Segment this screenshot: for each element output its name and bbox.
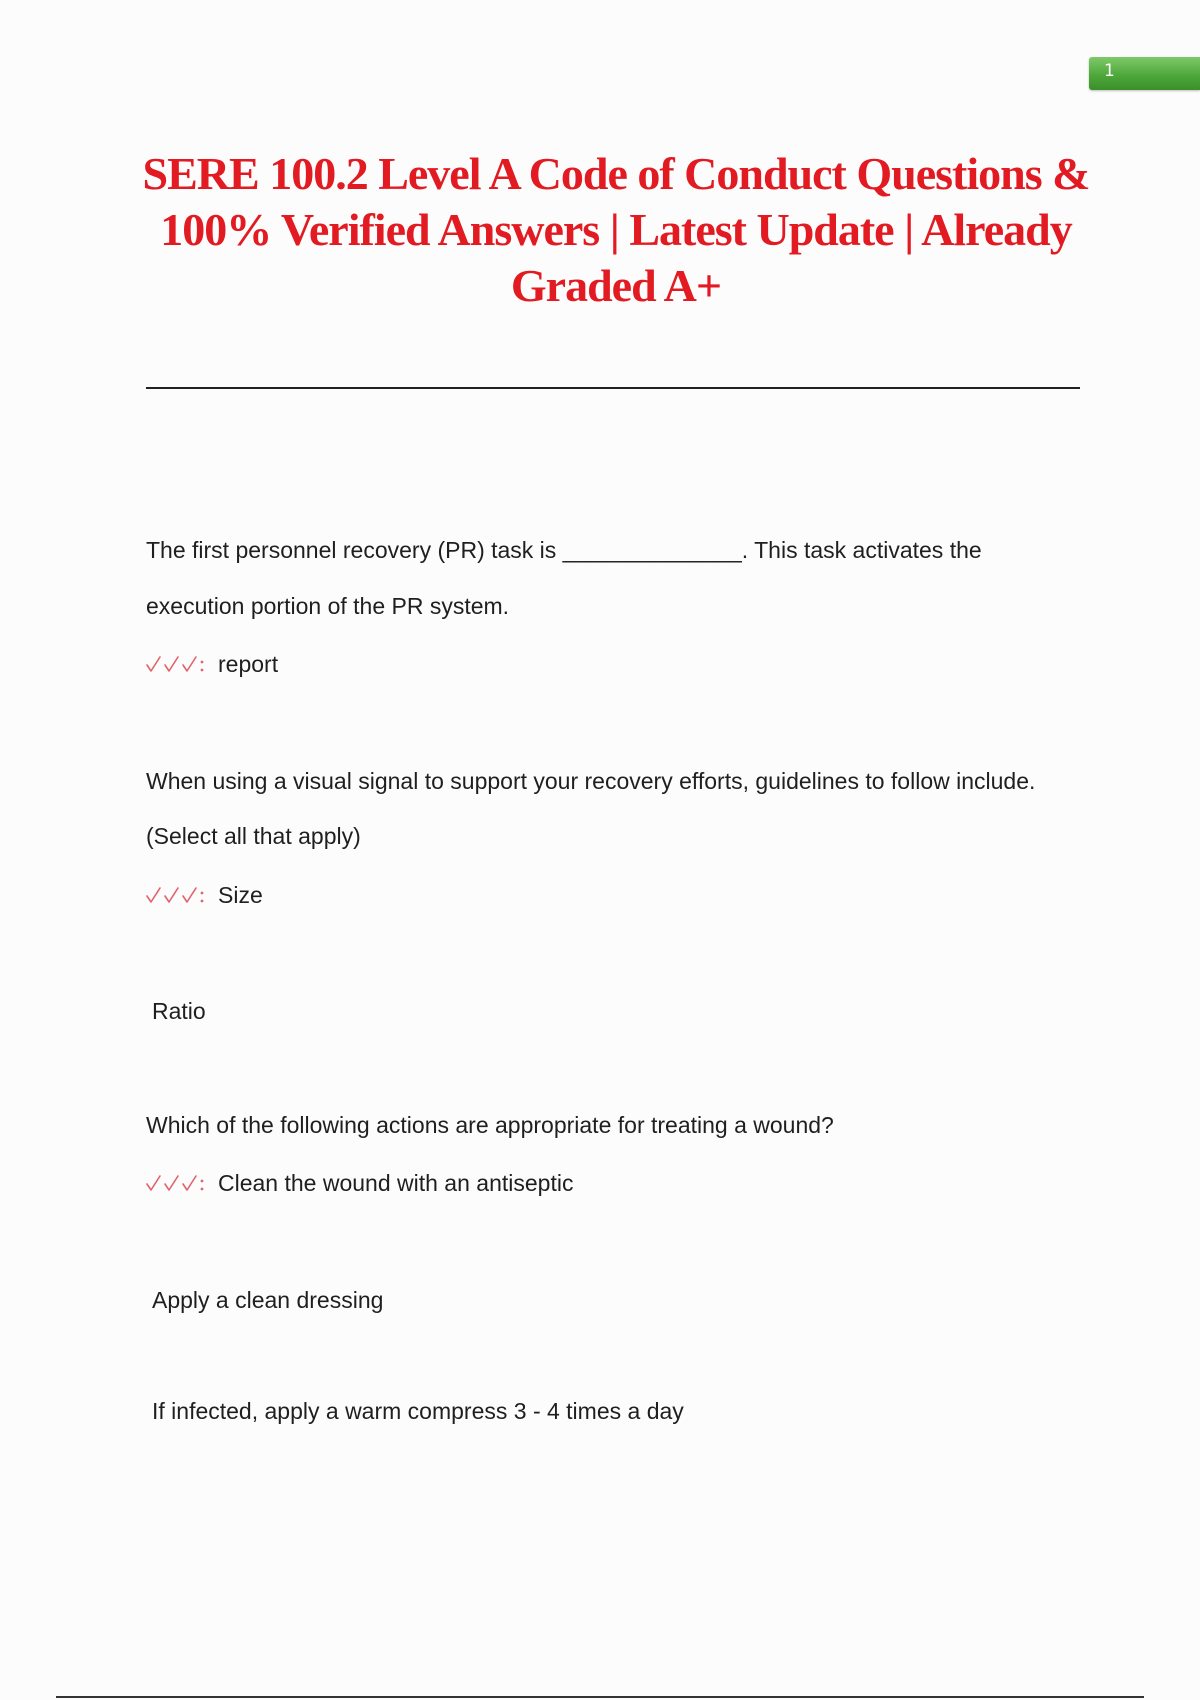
triple-check-icon	[146, 652, 206, 676]
page-number: 1	[1104, 61, 1115, 81]
answer-2	[146, 880, 263, 910]
question-3-line-1: Which of the following actions are appropriate for treating a wound?	[146, 1112, 834, 1138]
answer-2-extra-1: Ratio	[152, 998, 206, 1024]
document-title: SERE 100.2 Level A Code of Conduct Questions & 100% Verified Answers | Latest Update | Already Graded A+	[142, 148, 1090, 311]
triple-check-icon	[146, 883, 206, 907]
answer-3	[146, 1168, 573, 1198]
question-1-line-1: The first personnel recovery (PR) task is ______________. This task activates the	[146, 537, 982, 563]
answer-3-extra-2: If infected, apply a warm compress 3 - 4 times a day	[152, 1398, 684, 1424]
question-2-line-2: (Select all that apply)	[146, 823, 361, 849]
answer-2-text: Size	[218, 882, 263, 908]
answer-1	[146, 649, 278, 679]
question-1-line-2: execution portion of the PR system.	[146, 593, 510, 619]
title-divider	[146, 387, 1080, 389]
page-number-tab	[1089, 57, 1200, 90]
triple-check-icon	[146, 1171, 206, 1195]
bottom-divider	[56, 1696, 1144, 1698]
answer-3-extra-1: Apply a clean dressing	[152, 1287, 384, 1313]
question-2-line-1: When using a visual signal to support your recovery efforts, guidelines to follow include.	[146, 768, 1036, 794]
answer-3-text: Clean the wound with an antiseptic	[218, 1170, 574, 1196]
answer-1-text: report	[218, 651, 279, 677]
